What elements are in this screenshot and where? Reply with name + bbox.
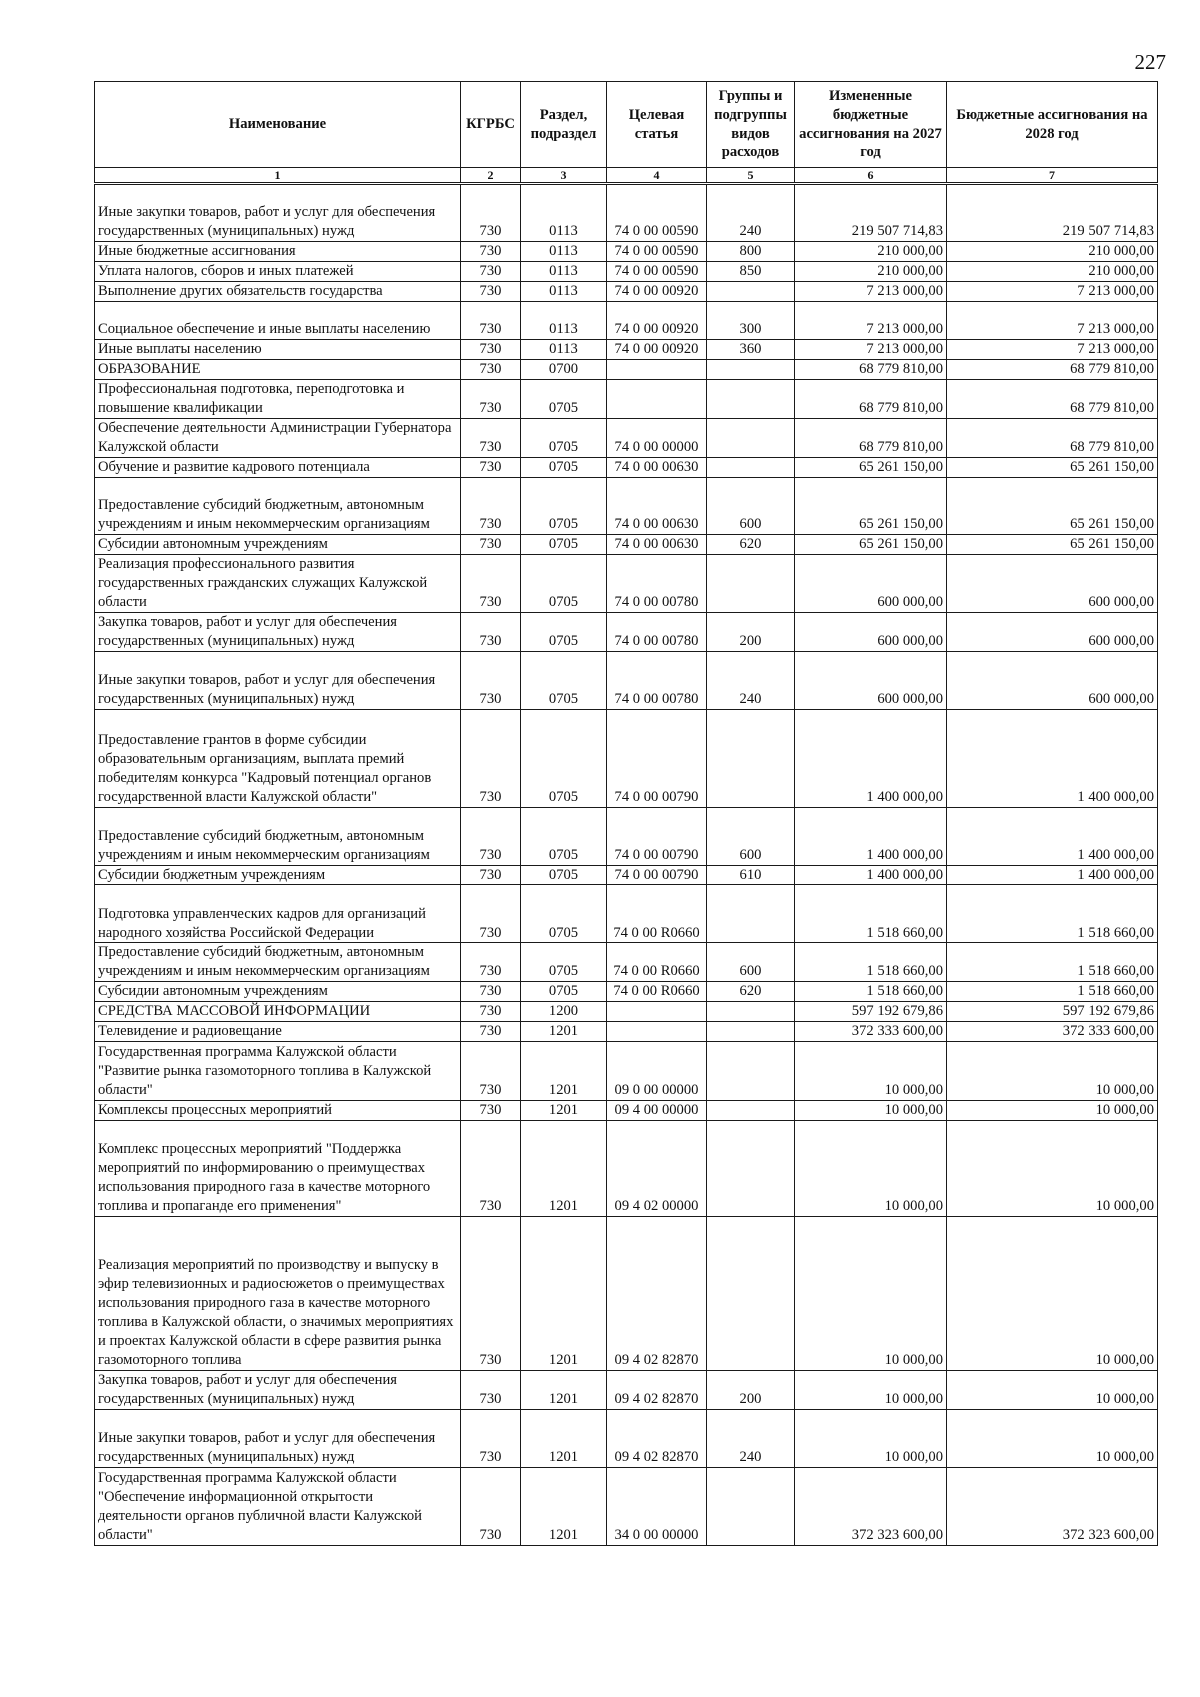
table-row	[95, 339, 1158, 359]
row-amount-2028: 7 213 000,00	[947, 301, 1158, 339]
row-target: 74 0 00 00780	[607, 651, 707, 709]
table-row	[95, 1468, 1158, 1546]
row-target	[607, 379, 707, 418]
row-kgrbs: 730	[461, 261, 521, 281]
row-amount-2028: 600 000,00	[947, 651, 1158, 709]
row-kgrbs: 730	[461, 1217, 521, 1371]
row-amount-2028: 1 400 000,00	[947, 865, 1158, 885]
row-target: 74 0 00 00630	[607, 534, 707, 554]
row-expense-group: 300	[707, 301, 795, 339]
row-name: Иные закупки товаров, работ и услуг для обеспечения государственных (муниципальных) нужд	[95, 184, 461, 242]
row-amount-2028: 210 000,00	[947, 261, 1158, 281]
row-amount-2028: 1 518 660,00	[947, 982, 1158, 1002]
row-amount-2027: 1 400 000,00	[795, 865, 947, 885]
row-amount-2027: 210 000,00	[795, 261, 947, 281]
row-amount-2027: 1 518 660,00	[795, 943, 947, 982]
row-expense-group	[707, 1022, 795, 1042]
row-name: Иные выплаты населению	[95, 339, 461, 359]
row-name: Предоставление субсидий бюджетным, автономным учреждениям и иным некоммерческим организациям	[95, 807, 461, 865]
row-target: 74 0 00 00790	[607, 865, 707, 885]
row-target: 74 0 00 00790	[607, 709, 707, 807]
row-expense-group: 600	[707, 477, 795, 534]
row-section: 1201	[521, 1217, 607, 1371]
row-target: 74 0 00 00590	[607, 261, 707, 281]
row-section: 1201	[521, 1121, 607, 1217]
row-section: 0113	[521, 261, 607, 281]
row-target	[607, 359, 707, 379]
column-number: 1	[95, 168, 461, 184]
row-expense-group: 240	[707, 1410, 795, 1468]
row-kgrbs: 730	[461, 885, 521, 943]
table-row	[95, 261, 1158, 281]
row-expense-group	[707, 281, 795, 301]
row-amount-2027: 65 261 150,00	[795, 534, 947, 554]
row-name: Предоставление субсидий бюджетным, автономным учреждениям и иным некоммерческим организациям	[95, 943, 461, 982]
row-amount-2028: 68 779 810,00	[947, 359, 1158, 379]
row-amount-2028: 10 000,00	[947, 1101, 1158, 1121]
table-row	[95, 301, 1158, 339]
row-section: 0705	[521, 418, 607, 457]
row-expense-group	[707, 554, 795, 612]
row-target: 74 0 00 00000	[607, 418, 707, 457]
row-expense-group	[707, 1042, 795, 1101]
row-section: 1200	[521, 1002, 607, 1022]
header-amount-2028: Бюджетные ассигнования на 2028 год	[947, 82, 1158, 168]
row-kgrbs: 730	[461, 339, 521, 359]
row-amount-2027: 219 507 714,83	[795, 184, 947, 242]
row-amount-2027: 10 000,00	[795, 1121, 947, 1217]
row-name: Иные закупки товаров, работ и услуг для обеспечения государственных (муниципальных) нужд	[95, 1410, 461, 1468]
row-amount-2028: 10 000,00	[947, 1217, 1158, 1371]
row-kgrbs: 730	[461, 982, 521, 1002]
row-target: 09 4 02 82870	[607, 1217, 707, 1371]
row-kgrbs: 730	[461, 865, 521, 885]
table-row	[95, 1022, 1158, 1042]
row-section: 1201	[521, 1468, 607, 1546]
row-amount-2028: 65 261 150,00	[947, 457, 1158, 477]
row-expense-group: 200	[707, 612, 795, 651]
table-body	[95, 184, 1158, 1546]
row-section: 0705	[521, 477, 607, 534]
row-amount-2027: 68 779 810,00	[795, 379, 947, 418]
row-amount-2027: 1 400 000,00	[795, 807, 947, 865]
row-amount-2028: 372 323 600,00	[947, 1468, 1158, 1546]
row-section: 0705	[521, 651, 607, 709]
row-name: Субсидии бюджетным учреждениям	[95, 865, 461, 885]
table-row	[95, 554, 1158, 612]
table-row	[95, 709, 1158, 807]
row-name: Субсидии автономным учреждениям	[95, 534, 461, 554]
row-amount-2028: 372 333 600,00	[947, 1022, 1158, 1042]
row-amount-2027: 7 213 000,00	[795, 339, 947, 359]
row-amount-2027: 10 000,00	[795, 1042, 947, 1101]
row-name: СРЕДСТВА МАССОВОЙ ИНФОРМАЦИИ	[95, 1002, 461, 1022]
table-row	[95, 1371, 1158, 1410]
row-section: 0705	[521, 807, 607, 865]
header-section: Раздел, подраздел	[521, 82, 607, 168]
row-kgrbs: 730	[461, 477, 521, 534]
row-name: Комплекс процессных мероприятий "Поддержка мероприятий по информированию о преимуществах использования природного газа в качестве моторного топлива и пропаганде его применения"	[95, 1121, 461, 1217]
table-row	[95, 1410, 1158, 1468]
row-expense-group	[707, 418, 795, 457]
row-target: 74 0 00 00920	[607, 281, 707, 301]
budget-table	[94, 81, 1158, 1546]
row-section: 0700	[521, 359, 607, 379]
table-row	[95, 534, 1158, 554]
row-expense-group	[707, 1217, 795, 1371]
table-row	[95, 418, 1158, 457]
row-kgrbs: 730	[461, 534, 521, 554]
row-amount-2027: 597 192 679,86	[795, 1002, 947, 1022]
row-expense-group: 240	[707, 184, 795, 242]
table-row	[95, 1002, 1158, 1022]
table-row	[95, 1217, 1158, 1371]
row-section: 0705	[521, 457, 607, 477]
row-name: Иные закупки товаров, работ и услуг для обеспечения государственных (муниципальных) нужд	[95, 651, 461, 709]
row-kgrbs: 730	[461, 709, 521, 807]
row-amount-2028: 1 518 660,00	[947, 943, 1158, 982]
row-name: Обучение и развитие кадрового потенциала	[95, 457, 461, 477]
column-number: 6	[795, 168, 947, 184]
row-kgrbs: 730	[461, 184, 521, 242]
row-target: 74 0 00 00920	[607, 301, 707, 339]
row-amount-2027: 65 261 150,00	[795, 457, 947, 477]
row-target: 74 0 00 00780	[607, 554, 707, 612]
row-expense-group: 850	[707, 261, 795, 281]
row-section: 0705	[521, 885, 607, 943]
row-target	[607, 1002, 707, 1022]
row-amount-2027: 600 000,00	[795, 554, 947, 612]
row-section: 0113	[521, 242, 607, 262]
row-expense-group	[707, 885, 795, 943]
row-expense-group: 600	[707, 807, 795, 865]
row-expense-group: 360	[707, 339, 795, 359]
row-amount-2027: 210 000,00	[795, 242, 947, 262]
row-amount-2028: 600 000,00	[947, 612, 1158, 651]
row-target: 74 0 00 00630	[607, 457, 707, 477]
row-section: 1201	[521, 1022, 607, 1042]
table-row	[95, 1101, 1158, 1121]
row-kgrbs: 730	[461, 1042, 521, 1101]
row-amount-2027: 1 518 660,00	[795, 885, 947, 943]
page-number: 227	[1134, 50, 1166, 74]
table-row	[95, 242, 1158, 262]
row-amount-2027: 7 213 000,00	[795, 301, 947, 339]
row-expense-group	[707, 457, 795, 477]
row-kgrbs: 730	[461, 281, 521, 301]
row-expense-group	[707, 1121, 795, 1217]
row-amount-2028: 65 261 150,00	[947, 477, 1158, 534]
row-section: 0705	[521, 943, 607, 982]
row-expense-group: 620	[707, 982, 795, 1002]
row-section: 0705	[521, 534, 607, 554]
row-amount-2028: 10 000,00	[947, 1121, 1158, 1217]
row-target: 09 4 02 82870	[607, 1410, 707, 1468]
row-name: Социальное обеспечение и иные выплаты населению	[95, 301, 461, 339]
row-expense-group: 600	[707, 943, 795, 982]
row-amount-2027: 1 400 000,00	[795, 709, 947, 807]
row-name: Реализация мероприятий по производству и выпуску в эфир телевизионных и радиосюжетов о преимуществах использования природного газа в качестве моторного топлива в Калужской области, о значимых мероприятиях и проектах Калужской области в сфере развития рынка газомоторного топлива	[95, 1217, 461, 1371]
row-section: 0705	[521, 982, 607, 1002]
row-target: 74 0 00 00590	[607, 242, 707, 262]
row-name: Предоставление субсидий бюджетным, автономным учреждениям и иным некоммерческим организациям	[95, 477, 461, 534]
header-kgrbs: КГРБС	[461, 82, 521, 168]
row-section: 0113	[521, 339, 607, 359]
row-kgrbs: 730	[461, 301, 521, 339]
row-amount-2028: 65 261 150,00	[947, 534, 1158, 554]
row-amount-2028: 1 400 000,00	[947, 709, 1158, 807]
table-row	[95, 612, 1158, 651]
row-target: 74 0 00 00630	[607, 477, 707, 534]
row-name: Телевидение и радиовещание	[95, 1022, 461, 1042]
row-name: Закупка товаров, работ и услуг для обеспечения государственных (муниципальных) нужд	[95, 1371, 461, 1410]
row-kgrbs: 730	[461, 359, 521, 379]
header-groups: Группы и подгруппы видов расходов	[707, 82, 795, 168]
row-amount-2028: 68 779 810,00	[947, 379, 1158, 418]
row-amount-2028: 600 000,00	[947, 554, 1158, 612]
row-amount-2028: 68 779 810,00	[947, 418, 1158, 457]
row-amount-2027: 10 000,00	[795, 1101, 947, 1121]
row-kgrbs: 730	[461, 457, 521, 477]
row-name: Предоставление грантов в форме субсидии образовательным организациям, выплата премий победителям конкурса "Кадровый потенциал органов государственной власти Калужской области"	[95, 709, 461, 807]
row-section: 0705	[521, 709, 607, 807]
row-target: 34 0 00 00000	[607, 1468, 707, 1546]
table-row	[95, 865, 1158, 885]
row-target: 74 0 00 00780	[607, 612, 707, 651]
row-name: Государственная программа Калужской области "Развитие рынка газомоторного топлива в Калужской области"	[95, 1042, 461, 1101]
row-name: Выполнение других обязательств государства	[95, 281, 461, 301]
row-section: 0705	[521, 865, 607, 885]
row-section: 0113	[521, 281, 607, 301]
table-row	[95, 943, 1158, 982]
row-amount-2027: 600 000,00	[795, 612, 947, 651]
row-amount-2027: 1 518 660,00	[795, 982, 947, 1002]
row-amount-2027: 10 000,00	[795, 1371, 947, 1410]
row-expense-group: 620	[707, 534, 795, 554]
row-expense-group: 800	[707, 242, 795, 262]
row-name: Обеспечение деятельности Администрации Губернатора Калужской области	[95, 418, 461, 457]
table-row	[95, 477, 1158, 534]
row-kgrbs: 730	[461, 612, 521, 651]
row-expense-group: 200	[707, 1371, 795, 1410]
row-section: 1201	[521, 1101, 607, 1121]
row-target: 74 0 00 R0660	[607, 982, 707, 1002]
header-row	[95, 82, 1158, 168]
row-section: 0705	[521, 612, 607, 651]
table-row	[95, 807, 1158, 865]
table-row	[95, 1042, 1158, 1101]
header-name: Наименование	[95, 82, 461, 168]
row-target: 74 0 00 R0660	[607, 943, 707, 982]
row-section: 1201	[521, 1371, 607, 1410]
header-target: Целевая статья	[607, 82, 707, 168]
row-kgrbs: 730	[461, 651, 521, 709]
row-expense-group	[707, 709, 795, 807]
row-target: 09 4 02 82870	[607, 1371, 707, 1410]
row-target: 74 0 00 00790	[607, 807, 707, 865]
row-amount-2027: 372 323 600,00	[795, 1468, 947, 1546]
row-expense-group	[707, 379, 795, 418]
row-section: 0705	[521, 379, 607, 418]
row-amount-2027: 372 333 600,00	[795, 1022, 947, 1042]
header-amount-2027: Измененные бюджетные ассигнования на 2027 год	[795, 82, 947, 168]
column-number: 5	[707, 168, 795, 184]
row-target	[607, 1022, 707, 1042]
table-row	[95, 184, 1158, 242]
row-amount-2027: 600 000,00	[795, 651, 947, 709]
row-name: Государственная программа Калужской области "Обеспечение информационной открытости деятельности органов публичной власти Калужской области"	[95, 1468, 461, 1546]
row-amount-2027: 10 000,00	[795, 1410, 947, 1468]
row-amount-2028: 210 000,00	[947, 242, 1158, 262]
row-target: 74 0 00 00590	[607, 184, 707, 242]
row-amount-2028: 7 213 000,00	[947, 281, 1158, 301]
row-target: 09 4 02 00000	[607, 1121, 707, 1217]
row-name: Закупка товаров, работ и услуг для обеспечения государственных (муниципальных) нужд	[95, 612, 461, 651]
row-amount-2027: 7 213 000,00	[795, 281, 947, 301]
row-section: 0113	[521, 301, 607, 339]
row-name: Комплексы процессных мероприятий	[95, 1101, 461, 1121]
row-target: 74 0 00 00920	[607, 339, 707, 359]
table-row	[95, 1121, 1158, 1217]
table-row	[95, 379, 1158, 418]
row-name: Подготовка управленческих кадров для организаций народного хозяйства Российской Федерации	[95, 885, 461, 943]
row-kgrbs: 730	[461, 554, 521, 612]
row-kgrbs: 730	[461, 379, 521, 418]
table-row	[95, 885, 1158, 943]
row-kgrbs: 730	[461, 1121, 521, 1217]
column-number: 2	[461, 168, 521, 184]
row-kgrbs: 730	[461, 943, 521, 982]
table-row	[95, 457, 1158, 477]
row-kgrbs: 730	[461, 242, 521, 262]
row-amount-2028: 1 400 000,00	[947, 807, 1158, 865]
row-amount-2028: 7 213 000,00	[947, 339, 1158, 359]
row-target: 09 0 00 00000	[607, 1042, 707, 1101]
row-section: 1201	[521, 1042, 607, 1101]
row-amount-2028: 1 518 660,00	[947, 885, 1158, 943]
row-amount-2027: 68 779 810,00	[795, 418, 947, 457]
row-name: Реализация профессионального развития государственных гражданских служащих Калужской области	[95, 554, 461, 612]
row-expense-group	[707, 1002, 795, 1022]
table-row	[95, 359, 1158, 379]
row-kgrbs: 730	[461, 1002, 521, 1022]
row-amount-2028: 10 000,00	[947, 1042, 1158, 1101]
column-number: 4	[607, 168, 707, 184]
row-expense-group	[707, 359, 795, 379]
row-name: Субсидии автономным учреждениям	[95, 982, 461, 1002]
row-amount-2027: 10 000,00	[795, 1217, 947, 1371]
row-name: Уплата налогов, сборов и иных платежей	[95, 261, 461, 281]
row-expense-group	[707, 1101, 795, 1121]
column-number: 3	[521, 168, 607, 184]
row-name: Иные бюджетные ассигнования	[95, 242, 461, 262]
row-section: 1201	[521, 1410, 607, 1468]
row-section: 0705	[521, 554, 607, 612]
row-amount-2028: 10 000,00	[947, 1371, 1158, 1410]
row-amount-2028: 597 192 679,86	[947, 1002, 1158, 1022]
column-number: 7	[947, 168, 1158, 184]
row-expense-group: 240	[707, 651, 795, 709]
row-kgrbs: 730	[461, 807, 521, 865]
row-section: 0113	[521, 184, 607, 242]
row-kgrbs: 730	[461, 418, 521, 457]
row-amount-2028: 219 507 714,83	[947, 184, 1158, 242]
row-expense-group	[707, 1468, 795, 1546]
table-row	[95, 651, 1158, 709]
table-row	[95, 982, 1158, 1002]
row-amount-2028: 10 000,00	[947, 1410, 1158, 1468]
row-amount-2027: 68 779 810,00	[795, 359, 947, 379]
row-kgrbs: 730	[461, 1468, 521, 1546]
table-row	[95, 281, 1158, 301]
row-name: ОБРАЗОВАНИЕ	[95, 359, 461, 379]
row-kgrbs: 730	[461, 1410, 521, 1468]
row-amount-2027: 65 261 150,00	[795, 477, 947, 534]
row-kgrbs: 730	[461, 1101, 521, 1121]
row-kgrbs: 730	[461, 1371, 521, 1410]
row-expense-group: 610	[707, 865, 795, 885]
row-kgrbs: 730	[461, 1022, 521, 1042]
row-name: Профессиональная подготовка, переподготовка и повышение квалификации	[95, 379, 461, 418]
row-target: 74 0 00 R0660	[607, 885, 707, 943]
row-target: 09 4 00 00000	[607, 1101, 707, 1121]
column-number-row	[95, 168, 1158, 184]
